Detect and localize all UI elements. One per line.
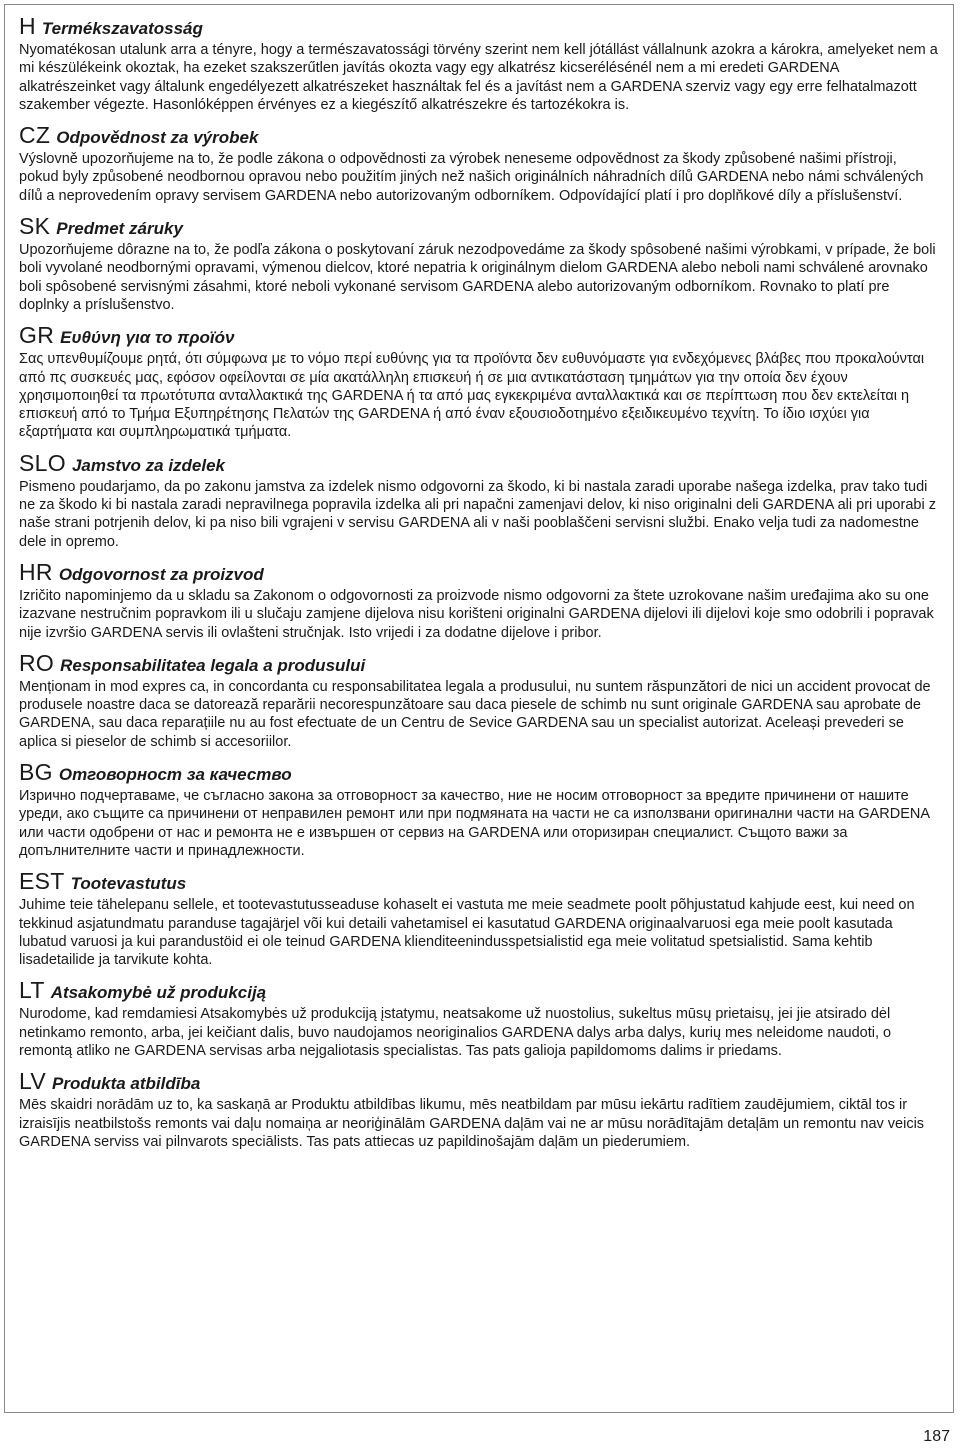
language-code: GR xyxy=(19,322,55,349)
section-text: Nyomatékosan utalunk arra a tényre, hogy a természavatossági törvény szerint nem kell jótállást vállalnunk azokra a károkra, amelyeket nem a mi készülékeink okoztak, ha ezeket szakszerűtlen javítás okozta vagy egy alkatrész kicserélésénél nem a mi eredeti GARDENA alkatrészeinket vagy általunk engedélyezett alkatrészeket használtak fel és a javítást nem a GARDENA szerviz vagy egy erre felhatalmazott szakember végezte. Hasonlóképpen érvényes ez a kiegészítő alkatrészekre és tartozékokra is. xyxy=(19,42,938,113)
section-slo xyxy=(19,451,939,551)
language-code: HR xyxy=(19,558,53,585)
section-title: Produkta atbildība xyxy=(52,1074,201,1094)
section-sk xyxy=(19,214,939,314)
section-text: Pismeno poudarjamo, da po zakonu jamstva za izdelek nismo odgovorni za škodo, ki bi nastala zaradi uporabe našega izdelka, prav tako tudi ne za škodo ki bi nastala zaradi nepravilnega popravila izdelka ali pri napačni zamenjavi delov, ki niso originalni deli GARDENA ali pri uporabi z naše strani potrjenih delov, ki pa niso bili vgrajeni v servisu GARDENA ali v naši pooblaščeni servisni službi. Enako velja tudi za nadomestne dele in opremo. xyxy=(19,478,936,550)
section-title: Ευθύνη για το προϊόν xyxy=(60,328,235,348)
section-heading xyxy=(19,978,939,1005)
section-text: Nurodome, kad remdamiesi Atsakomybės už produkciją įstatymu, neatsakome už nuostolius, sukeltus mūsų prietaisų, jei jie atsirado dėl netinkamo remonto, arba, jei keičiant dalis, buvo naudojamos neoriginalios GARDENA dalys arba dalys, kurių mes neleidome naudoti, o remontą atliko ne GARDENA servisas arba nejgaliotasis specialistas. Tas pats galioja papildomoms dalims ir priedams. xyxy=(19,1006,892,1059)
section-text: Výslovně upozorňujeme na to, že podle zákona o odpovědnosti za výrobek neneseme odpovědnost za škody způsobené našimi přístroji, pokud byly způsobené neodbornou opravou nebo použitím jiných než našich originálních náhradních dílů GARDENA nebo námi schválených dílů a neprovedením opravy servisem GARDENA nebo autorizovaným odborníkem. Odpovídající platí i pro doplňkové díly a příslušenství. xyxy=(19,151,924,204)
language-code: LV xyxy=(19,1068,47,1095)
section-title: Predmet záruky xyxy=(56,219,183,239)
section-lt xyxy=(19,978,939,1060)
section-title: Tootevastutus xyxy=(70,874,187,894)
section-text: Menționam in mod expres ca, in concordanta cu responsabilitatea legala a produsului, nu suntem răspunzători de nici un accident provocat de produsele noastre daca se datorează reparării necorespunzătoare sau daca piesele de schimb nu sunt originale GARDENA sau aprobate de GARDENA, sau daca reparațiile nu au fost efectuate de un Centru de Sevice GARDENA sau un specialist autorizat. Aceleași prevederi se aplica si pieselor de schimb si accesoriilor. xyxy=(19,678,931,750)
language-code: LT xyxy=(19,977,45,1004)
section-heading xyxy=(19,760,939,787)
section-text: Изрично подчертаваме, че съгласно закона за отговорност за качество, ние не носим отговорност за вредите причинени от нашите уреди, ако същите са причинени от неправилен ремонт или при подмяната на части не са използвани оригинални части на GARDENA или части одобрени от нас и ремонта не е извършен от сервиз на GARDENA или оторизиран специалист. Същото важи за допълнителните части и принадлежности. xyxy=(19,788,930,859)
section-heading xyxy=(19,869,939,896)
section-gr xyxy=(19,323,939,441)
language-code: EST xyxy=(19,868,65,895)
section-heading xyxy=(19,560,939,587)
section-lv xyxy=(19,1069,939,1151)
section-heading xyxy=(19,651,939,678)
language-code: SK xyxy=(19,213,51,240)
section-title: Responsabilitatea legala a produsului xyxy=(60,655,366,675)
language-code: H xyxy=(19,13,36,39)
section-text: Mēs skaidri norādām uz to, ka saskaņā ar Produktu atbildības likumu, mēs neatbildam par mūsu iekārtu radītiem zaudējumiem, ciktāl tos ir izraisījis neatbilstošs remonts vai daļu nomaiņa ar neoriģinālām GARDENA daļām vai ne ar mūsu norādītajām detaļām un remontu nav veicis GARDENA serviss vai pilnvarots speciālists. Tas pats attiecas uz papildinošajām daļām un piederumiem. xyxy=(19,1097,925,1150)
section-heading xyxy=(19,14,939,41)
section-title: Отговорност за качество xyxy=(58,765,292,785)
section-ro xyxy=(19,651,939,751)
language-code: BG xyxy=(19,759,53,786)
section-heading xyxy=(19,1069,939,1096)
section-text: Σας υπενθυμίζουμε ρητά, ότι σύμφωνα με το νόμο περί ευθύνης για τα προϊόντα δεν ευθυνόμαστε για ενδεχόμενες βλάβες που προκαλούνται από πς συσκευές μας, εφόσον οφείλονται σε μία ακατάλληλη επισκευή ή σε μια αντικατάσταση τμημάτων για την οποία δεν έχουν χρησιμοποιηθεί τα πρωτότυπα ανταλλακτικά της GARDENA ή τα από μας εγκεκριμένα ανταλλακτικά και σε περίπτωση που δεν εκτελείται η επισκευή από το Τμήμα Εξυπηρέτησης Πελατών της GARDENA ή από έναν εξουσιοδοτημένο εξειδικευμένο τεχνίτη. Το ίδιο ισχύει για εξαρτήματα και συμπληρωματικά τμήματα. xyxy=(19,351,925,441)
section-est xyxy=(19,869,939,969)
section-title: Atsakomybė už produkciją xyxy=(50,983,267,1003)
section-title: Odgovornost za proizvod xyxy=(58,564,264,584)
section-text: Izričito napominjemo da u skladu sa Zakonom o odgovornosti za proizvode nismo odgovorni za štete uzrokovane našim uređajima ako su one izazvane nestručnim popravkom ili u slučaju zamjene dijelova nisu korišteni originalni GARDENA dijelovi ili dijelovi koje smo odobrili i popravak nije izvršio GARDENA servis ili ovlašteni stručnjak. Isto vrijedi i za dodatne dijelove i pribor. xyxy=(19,587,934,641)
language-code: SLO xyxy=(19,449,66,476)
language-code: CZ xyxy=(19,122,51,149)
section-heading xyxy=(19,323,939,350)
page-number: 187 xyxy=(923,1428,950,1445)
content-frame xyxy=(4,4,954,1413)
section-heading xyxy=(19,214,939,241)
section-title: Odpovědnost za výrobek xyxy=(56,128,259,148)
section-hr xyxy=(19,560,939,642)
section-title: Termékszavatosság xyxy=(41,19,203,38)
section-title: Jamstvo za izdelek xyxy=(71,455,226,475)
section-hu xyxy=(19,14,939,114)
section-heading xyxy=(19,123,939,150)
section-heading xyxy=(19,451,939,478)
section-text: Upozorňujeme dôrazne na to, že podľa zákona o poskytovaní záruk nezodpovedáme za škody spôsobené našimi výrobkami, v prípade, že boli boli vyvolané neodbornými opravami, výmenou dielcov, ktoré nepatria k originálnym dielom GARDENA alebo neboli nami schválené arovnako boli spôsobené servisnými zásahmi, ktoré neboli vykonané servisom GARDENA alebo autorizovaným odborníkom. Rovnako to platí pre doplnky a príslušenstvo. xyxy=(19,242,936,313)
section-cz xyxy=(19,123,939,205)
section-bg xyxy=(19,760,939,860)
section-text: Juhime teie tähelepanu sellele, et tootevastutusseaduse kohaselt ei vastuta me meie seadmete poolt põhjustatud kahjude eest, kui need on tekkinud asjatundmatu paranduse tagajärjel või kui detaili vahetamisel ei kasutatud GARDENA originaalvaruosi ega meie poolt kasutada lubatud varuosi ja kui parandustöid ei ole teinud GARDENA klienditeenindusspetsialistid ega meie volitatud spetsialistid. Sama kehtib lisadetailide ja tarvikute kohta. xyxy=(19,897,915,969)
language-code: RO xyxy=(19,649,55,676)
